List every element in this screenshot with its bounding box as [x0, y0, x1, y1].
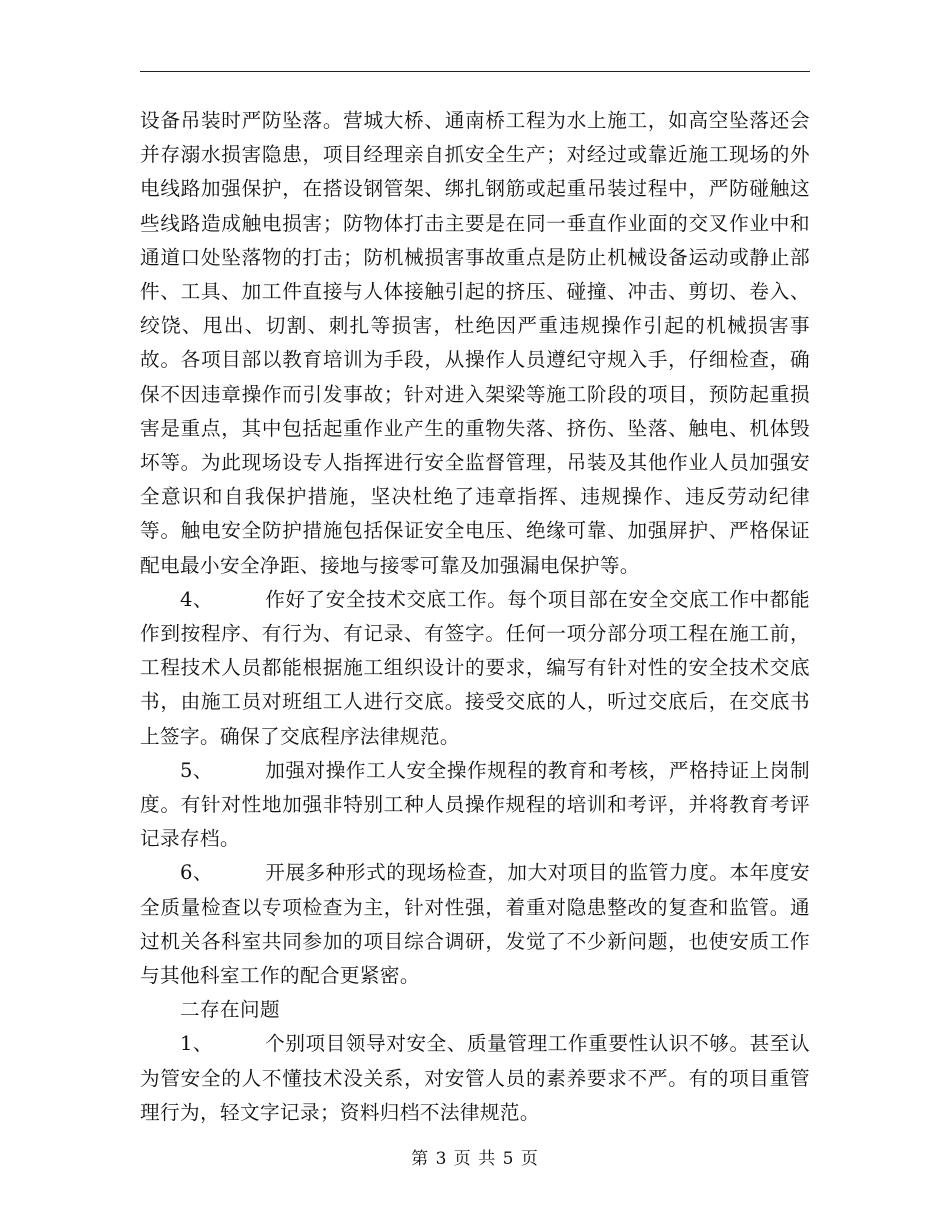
item-number-6: 6、 [180, 861, 213, 885]
header-rule [140, 71, 810, 72]
section-heading-problems [140, 993, 810, 1027]
item-number-4: 4、 [180, 587, 213, 611]
paragraph-1 [140, 104, 810, 583]
page-footer [0, 1144, 950, 1169]
paragraph-item-6-text: 开展多种形式的现场检查，加大对项目的监管力度。本年度安全质量检查以专项检查为主，针对性强，着重对隐患整改的复查和监管。通过机关各科室共同参加的项目综合调研，发觉了不少新问题，也使安质工作与其他科室工作的配合更紧密。 [140, 861, 810, 988]
item-number-5: 5、 [180, 758, 213, 782]
paragraph-item-6 [140, 856, 810, 993]
paragraph-item-4 [140, 583, 810, 754]
paragraph-problem-1 [140, 1027, 810, 1130]
paragraph-item-5 [140, 754, 810, 857]
paragraph-item-4-text: 作好了安全技术交底工作。每个项目部在安全交底工作中都能作到按程序、有行为、有记录、有签字。任何一项分部分项工程在施工前，工程技术人员都能根据施工组织设计的要求，编写有针对性的安全技术交底书，由施工员对班组工人进行交底。接受交底的人，听过交底后，在交底书上签字。确保了交底程序法律规范。 [140, 587, 810, 748]
page-number-label: 第 3 页 共 5 页 [411, 1149, 539, 1169]
paragraph-item-5-text: 加强对操作工人安全操作规程的教育和考核，严格持证上岗制度。有针对性地加强非特别工种人员操作规程的培训和考评，并将教育考评记录存档。 [140, 758, 810, 851]
body-text [140, 104, 810, 1130]
problem-number-1: 1、 [180, 1032, 213, 1056]
paragraph-1-text: 设备吊装时严防坠落。营城大桥、通南桥工程为水上施工，如高空坠落还会并存溺水损害隐患，项目经理亲自抓安全生产；对经过或靠近施工现场的外电线路加强保护，在搭设钢管架、绑扎钢筋或起重吊装过程中，严防碰触这些线路造成触电损害；防物体打击主要是在同一垂直作业面的交叉作业中和通道口处坠落物的打击；防机械损害事故重点是防止机械设备运动或静止部件、工具、加工件直接与人体接触引起的挤压、碰撞、冲击、剪切、卷入、绞饶、甩出、切割、刺扎等损害，杜绝因严重违规操作引起的机械损害事故。各项目部以教育培训为手段，从操作人员遵纪守规入手，仔细检查，确保不因违章操作而引发事故；针对进入架梁等施工阶段的项目，预防起重损害是重点，其中包括起重作业产生的重物失落、挤伤、坠落、触电、机体毁坏等。为此现场设专人指挥进行安全监督管理，吊装及其他作业人员加强安全意识和自我保护措施，坚决杜绝了违章指挥、违规操作、违反劳动纪律等。触电安全防护措施包括保证安全电压、绝缘可靠、加强屏护、严格保证配电最小安全净距、接地与接零可靠及加强漏电保护等。 [140, 109, 810, 577]
paragraph-problem-1-text: 个别项目领导对安全、质量管理工作重要性认识不够。甚至认为管安全的人不懂技术没关系，对安管人员的素养要求不严。有的项目重管理行为，轻文字记录；资料归档不法律规范。 [140, 1032, 810, 1124]
section-heading-text: 二存在问题 [180, 998, 280, 1022]
